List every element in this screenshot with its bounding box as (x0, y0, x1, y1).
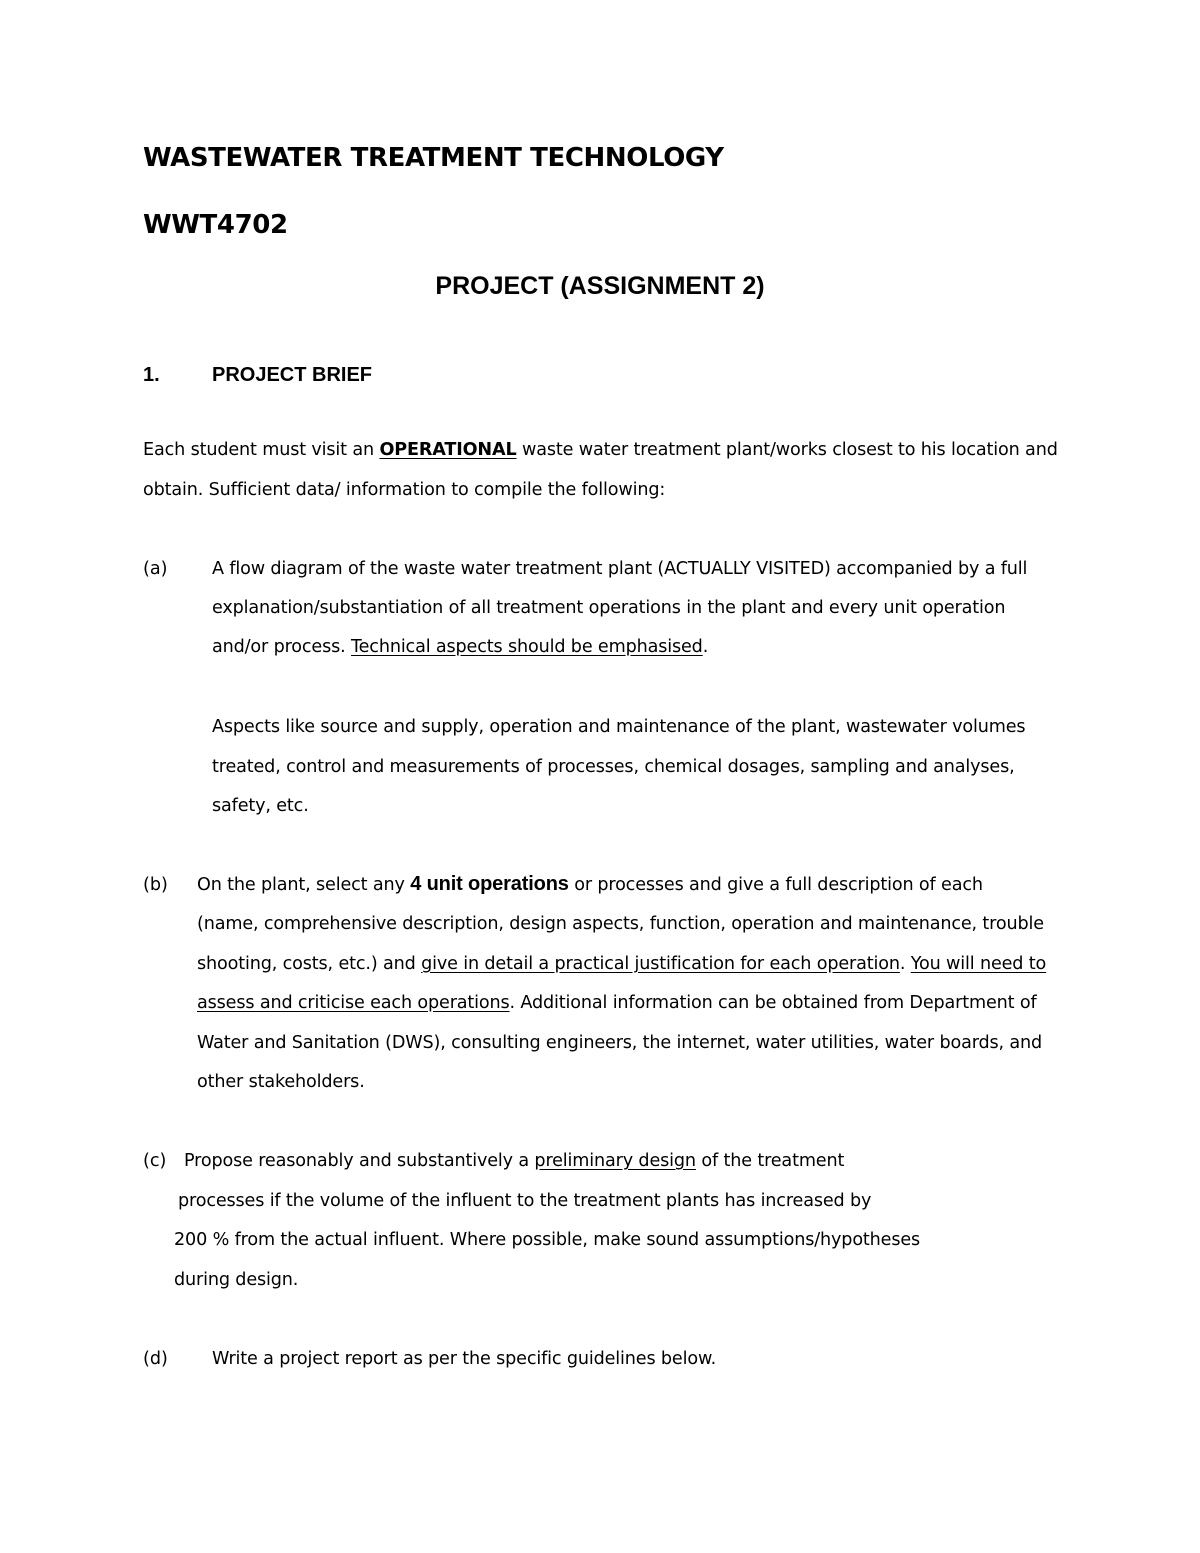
unit-operations-emphasis: 4 unit operations (410, 873, 569, 895)
item-c-line-1 (184, 1151, 844, 1171)
item-b-text: or processes and give a full description of each (568, 875, 983, 895)
preliminary-design-emphasis: preliminary design (534, 1151, 696, 1171)
item-b-line-5: Water and Sanitation (DWS), consulting engineers, the internet, water utilities, water boards, and (197, 1033, 1043, 1053)
section-heading: PROJECT BRIEF (212, 364, 373, 386)
item-b-text: On the plant, select any (197, 875, 411, 895)
item-c-text: of the treatment (695, 1151, 845, 1171)
item-b-line-3 (197, 954, 1046, 974)
item-a-para2-line-1: Aspects like source and supply, operation and maintenance of the plant, wastewater volumes (212, 717, 1026, 737)
item-c-line-3: 200 % from the actual influent. Where possible, make sound assumptions/hypotheses (174, 1230, 921, 1250)
item-b-marker: (b) (143, 875, 168, 895)
item-b-text: . Additional information can be obtained from Department of (509, 993, 1037, 1013)
item-b-text: shooting, costs, etc.) and (197, 954, 422, 974)
item-a-para2-line-3: safety, etc. (212, 796, 309, 816)
item-c-text: Propose reasonably and substantively a (184, 1151, 535, 1171)
item-a-para2-line-2: treated, control and measurements of processes, chemical dosages, sampling and analyses, (212, 757, 1015, 777)
justification-emphasis: give in detail a practical justification for each operation (421, 954, 900, 974)
item-d-marker: (d) (143, 1349, 168, 1369)
item-c-line-4: during design. (174, 1270, 299, 1290)
criticise-emphasis: assess and criticise each operations (197, 993, 510, 1013)
item-a-line-3 (212, 637, 708, 657)
item-a-text: . (702, 637, 709, 657)
item-c-line-2: processes if the volume of the influent to the treatment plants has increased by (178, 1191, 872, 1211)
section-number: 1. (143, 364, 160, 386)
item-b-line-4 (197, 993, 1037, 1013)
item-b-line-6: other stakeholders. (197, 1072, 365, 1092)
technical-aspects-emphasis: Technical aspects should be emphasised (351, 637, 703, 657)
project-title: PROJECT (ASSIGNMENT 2) (435, 272, 765, 300)
item-a-marker: (a) (143, 559, 168, 579)
item-c-marker: (c) (143, 1151, 167, 1171)
item-b-line-1 (197, 873, 983, 896)
course-code: WWT4702 (143, 210, 288, 240)
course-title: WASTEWATER TREATMENT TECHNOLOGY (143, 143, 724, 173)
item-b-line-2: (name, comprehensive description, design aspects, function, operation and maintenance, trouble (197, 914, 1044, 934)
intro-line-2: obtain. Sufficient data/ information to compile the following: (143, 480, 666, 500)
item-a-text: and/or process. (212, 637, 352, 657)
intro-text: waste water treatment plant/works closest to his location and (516, 440, 1058, 460)
intro-line-1 (143, 440, 1058, 460)
item-d-line-1: Write a project report as per the specific guidelines below. (212, 1349, 717, 1369)
item-a-line-2: explanation/substantiation of all treatment operations in the plant and every unit operation (212, 598, 1006, 618)
item-b-text: . (899, 954, 911, 974)
operational-emphasis: OPERATIONAL (379, 440, 517, 460)
item-a-line-1: A flow diagram of the waste water treatment plant (ACTUALLY VISITED) accompanied by a full (212, 559, 1028, 579)
assess-emphasis: You will need to (910, 954, 1047, 974)
intro-text: Each student must visit an (143, 440, 380, 460)
